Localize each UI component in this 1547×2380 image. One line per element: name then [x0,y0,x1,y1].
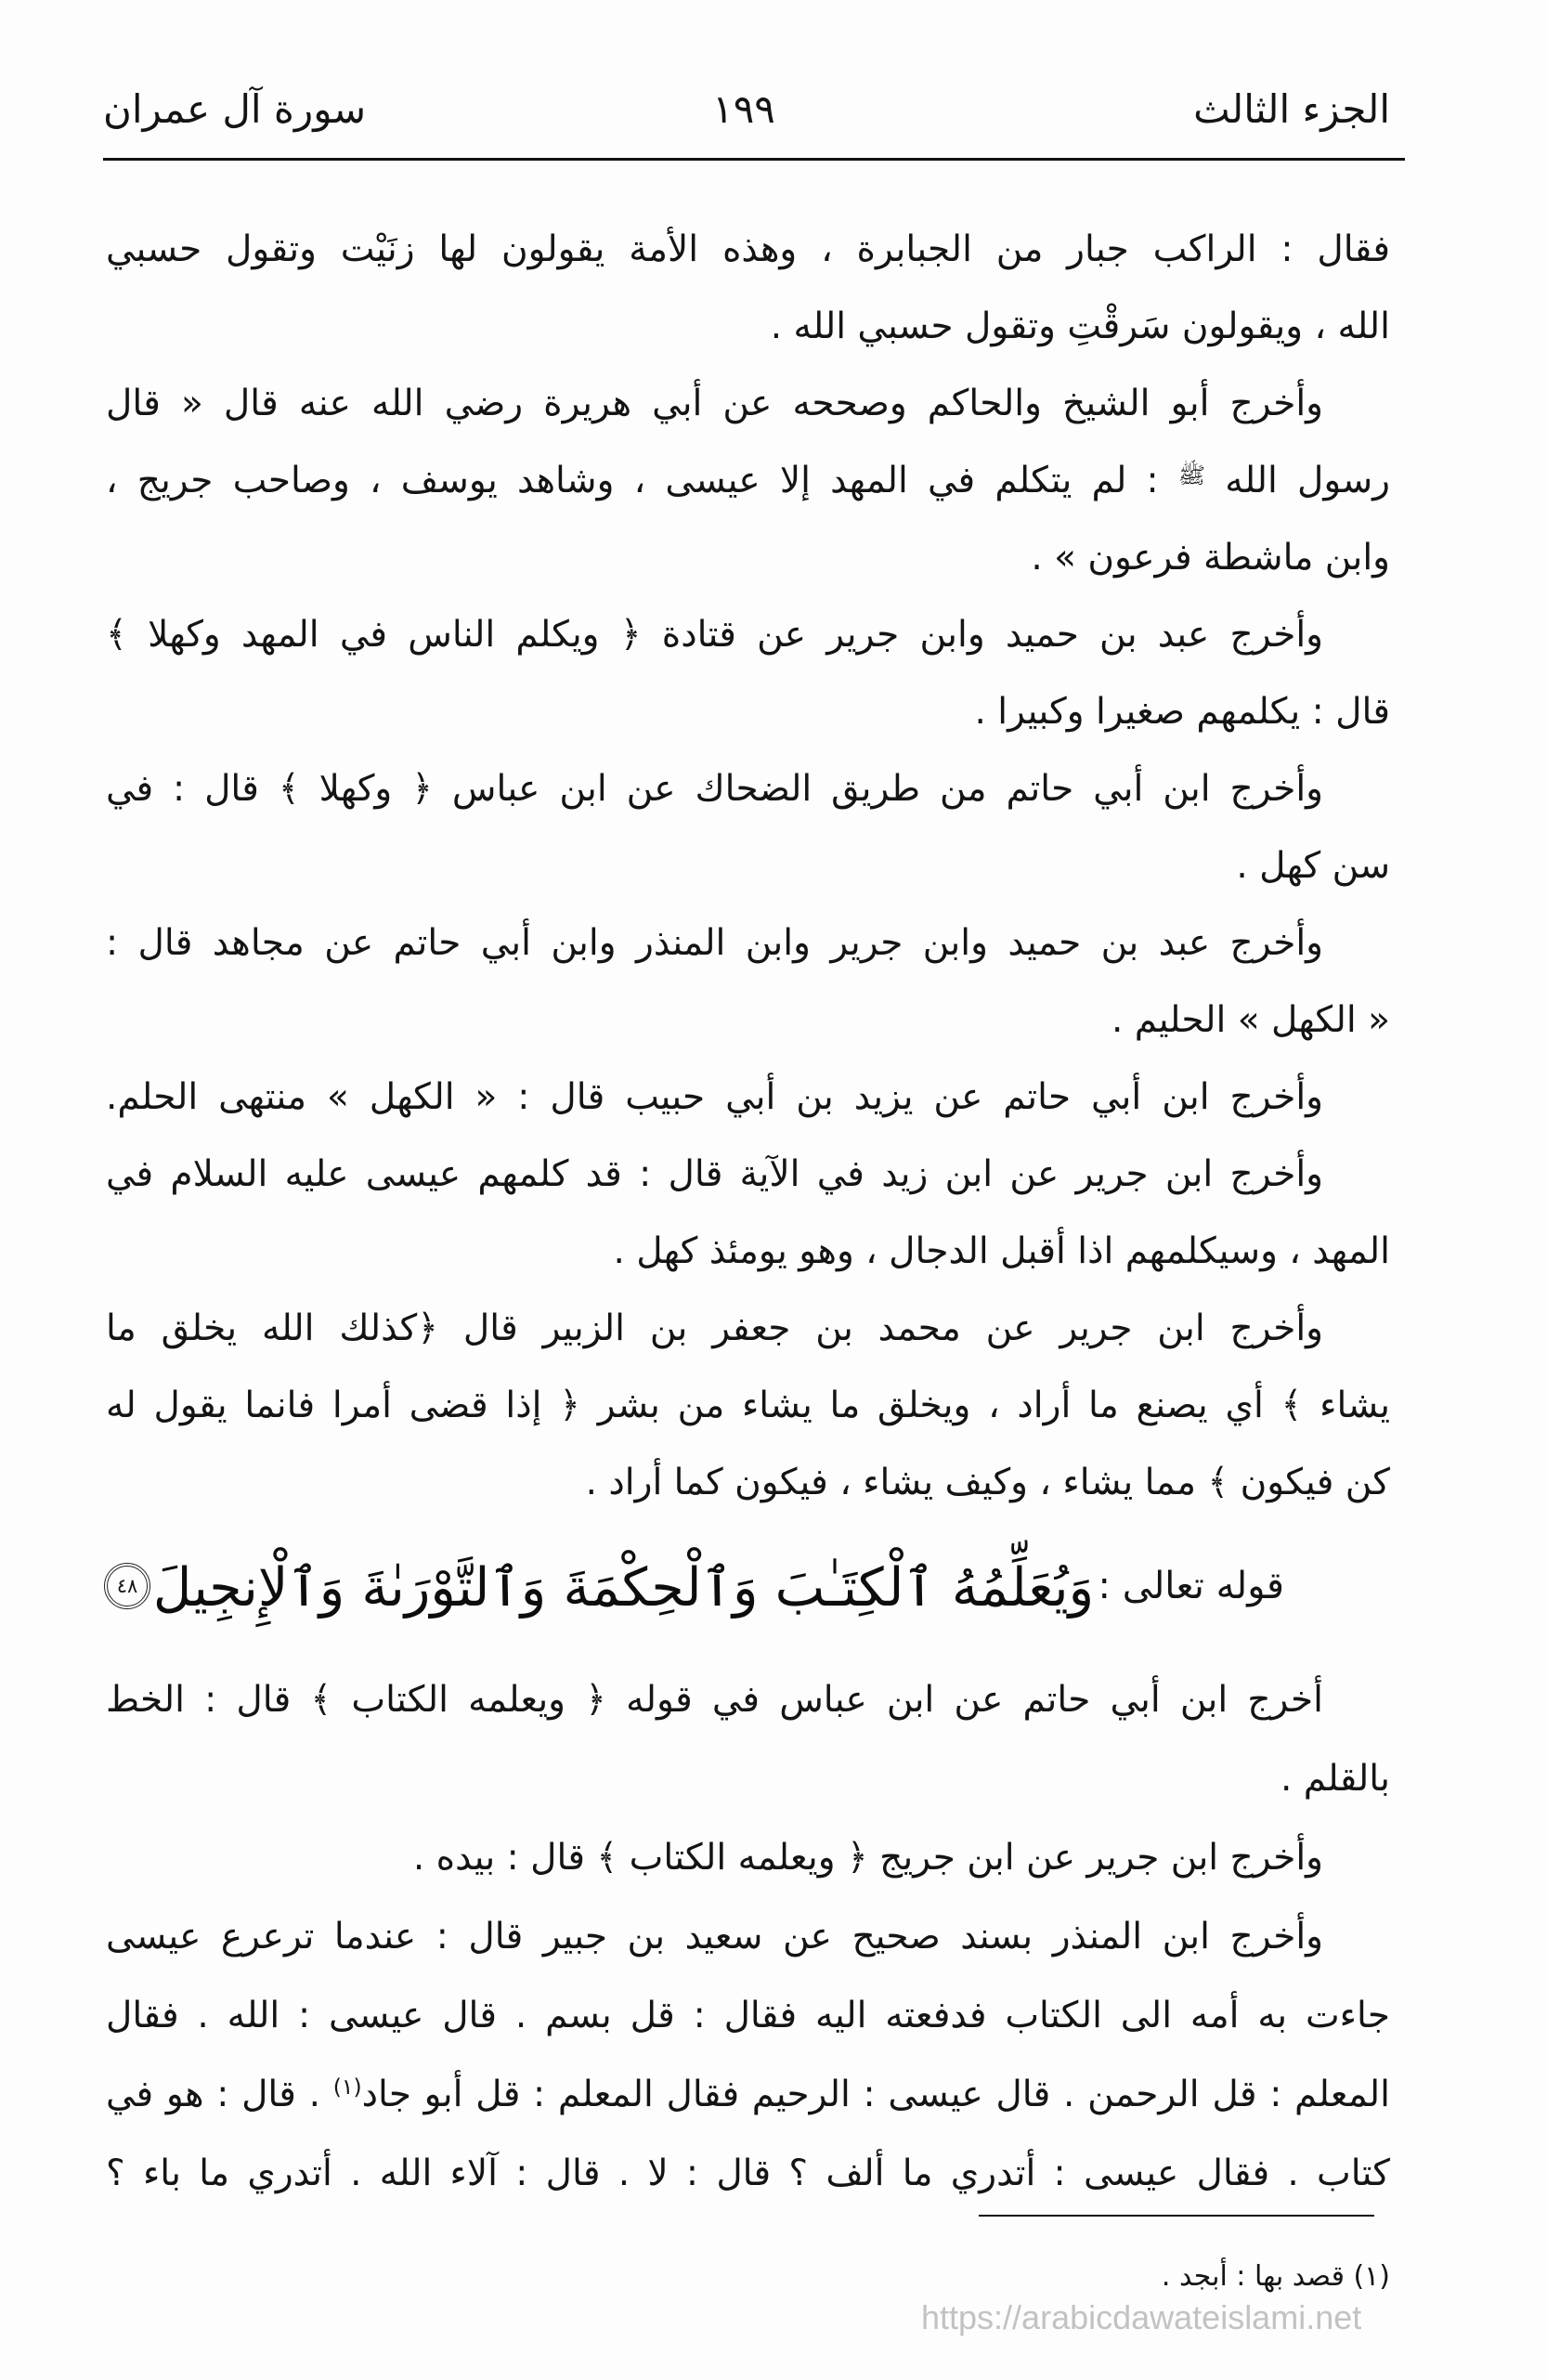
commentary-block [106,1660,1390,2213]
text-line: وأخرج ابن جرير عن محمد بن جعفر بن الزبير قال ﴿كذلك الله يخلق ما [106,1307,1323,1349]
ayah-number: ٤٨ [116,1574,138,1597]
text-line: سن كهل . [1236,845,1390,887]
header-rule [103,158,1405,161]
watermark-url: https://arabicdawateislami.net [921,2298,1362,2336]
text-segment: المعلم : قل الرحمن . قال عيسى : الرحيم فقال المعلم : قل أبو جاد [361,2074,1390,2115]
text-line: وأخرج عبد بن حميد وابن جرير عن قتادة ﴿ ويكلم الناس في المهد وكهلا ﴾ [106,614,1323,656]
text-segment: رسول الله [1225,460,1390,501]
quran-verse: وَيُعَلِّمُهُ ٱلْكِتَـٰبَ وَٱلْحِكْمَةَ وَٱلتَّوْرَىٰةَ وَٱلْإِنجِيلَ [152,1557,1095,1619]
footnote: (١) قصد بها : أبجد . [1161,2260,1390,2293]
juz-label: الجزء الثالث [1193,86,1390,132]
text-line: وأخرج ابن جرير عن ابن زيد في الآية قال : قد كلمهم عيسى عليه السلام في [106,1153,1323,1195]
text-line: فقال : الراكب جبار من الجبابرة ، وهذه الأمة يقولون لها زنَيْت وتقول حسبي [106,228,1390,270]
text-line: الله ، ويقولون سَرقْتِ وتقول حسبي الله . [770,306,1390,347]
footnote-ref: (١) [332,2074,362,2100]
verse-intro-label: قوله تعالى : [1098,1565,1284,1607]
text-line: وابن ماشطة فرعون » . [1031,537,1390,579]
commentary-block [106,211,1390,1521]
text-line: وأخرج ابن أبي حاتم عن يزيد بن أبي حبيب قال : « الكهل » منتهى الحلم. [106,1076,1323,1118]
surah-name: سورة آل عمران [103,86,367,132]
text-line [106,2055,1390,2134]
text-line: كن فيكون ﴾ مما يشاء ، وكيف يشاء ، فيكون كما أراد . [585,1462,1390,1503]
text-line: جاءت به أمه الى الكتاب فدفعته اليه فقال : قل بسم . قال عيسى : الله . فقال [106,1995,1390,2036]
text-line: وأخرج عبد بن حميد وابن جرير وابن المنذر وابن أبي حاتم عن مجاهد قال : [106,922,1323,964]
text-segment: . قال : هو في [106,2074,321,2115]
text-line: « الكهل » الحليم . [1111,999,1390,1041]
text-segment: : لم يتكلم في المهد إلا عيسى ، وشاهد يوسف ، وصاحب جريج ، [106,460,1159,501]
text-line: أخرج ابن أبي حاتم عن ابن عباس في قوله ﴿ ويعلمه الكتاب ﴾ قال : الخط [106,1679,1323,1721]
text-line [106,442,1390,519]
page-number: ١٩٩ [712,86,775,132]
text-line: كتاب . فقال عيسى : أتدري ما ألف ؟ قال : لا . قال : آلاء الله . أتدري ما باء ؟ [106,2152,1390,2194]
honorific-symbol: ﷺ [1177,462,1206,489]
text-line: وأخرج ابن المنذر بسند صحيح عن سعيد بن جبير قال : عندما ترعرع عيسى [106,1916,1323,1957]
text-line: قال : يكلمهم صغيرا وكبيرا . [974,691,1390,733]
footnote-rule [979,2215,1374,2217]
text-line: يشاء ﴾ أي يصنع ما أراد ، ويخلق ما يشاء من بشر ﴿ إذا قضى أمرا فانما يقول له [106,1385,1390,1426]
text-line: بالقلم . [1280,1758,1390,1800]
ayah-number-marker [104,1563,150,1609]
text-line: وأخرج ابن جرير عن ابن جريج ﴿ ويعلمه الكتاب ﴾ قال : بيده . [412,1837,1323,1879]
text-line: وأخرج ابن أبي حاتم من طريق الضحاك عن ابن عباس ﴿ وكهلا ﴾ قال : في [106,768,1323,810]
text-line: المهد ، وسيكلمهم اذا أقبل الدجال ، وهو يومئذ كهل . [613,1230,1390,1272]
text-line: وأخرج أبو الشيخ والحاكم وصححه عن أبي هريرة رضي الله عنه قال « قال [106,383,1323,424]
